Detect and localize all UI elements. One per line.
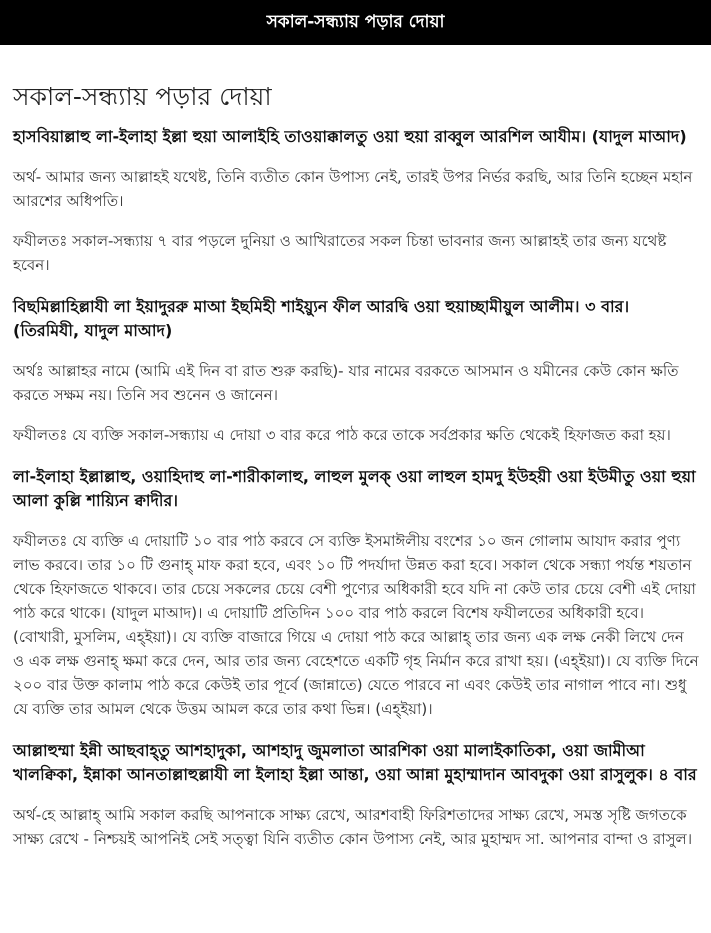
- top-bar: [0, 0, 711, 45]
- dua-heading: বিছমিল্লাহিল্লাযী লা ইয়াদুররু মাআ ইছমিহী শাইয়্যুন ফীল আরদ্বি ওয়া হুয়াচ্ছামীয়ুল আলীম। ৩ বার। (তিরমিযী, যাদুল মাআদ): [13, 297, 630, 340]
- virtue-paragraph: ফযীলতঃ যে ব্যক্তি এ দোয়াটি ১০ বার পাঠ করবে সে ব্যক্তি ইসমাঈলীয় বংশের ১০ জন গোলাম আযাদ করার পুণ্য লাভ করবে। তার ১০ টি গুনাহ্ মাফ করা হবে, এবং ১০ টি পদর্যাদা উন্নত করা হবে। সকাল থেকে সন্ধ্যা পর্যন্ত শয়তান থেকে হিফাজতে থাকবে। তার চেয়ে সকলের চেয়ে বেশী পুণ্যের অধিকারী হবে যদি না কেউ তার চেয়ে বেশী এই দোয়া পাঠ করে থাকে। (যাদুল মাআদ)। এ দোয়াটি প্রতিদিন ১০০ বার পাঠ করলে বিশেষ ফযীলতের অধিকারী হবে। (বোখারী, মুসলিম, এহ্ইয়া)। যে ব্যক্তি বাজারে গিয়ে এ দোয়া পাঠ করে আল্লাহ্ তার জন্য এক লক্ষ নেকী লিখে দেন ও এক লক্ষ গুনাহ্ ক্ষমা করে দেন, আর তার জন্য বেহেশতে একটি গৃহ নির্মান করে রাখা হয়। (এহ্ইয়া)। যে ব্যক্তি দিনে ২০০ বার উক্ত কালাম পাঠ করে কেউই তার পূর্বে (জান্নাতে) যেতে পারবে না এবং কেউই তার নাগাল পাবে না। শুধু যে ব্যক্তি তার আমল থেকে উত্তম আমল করে তার কথা ভিন্ন। (এহ্ইয়া)।: [13, 532, 699, 718]
- dua-section-4: [13, 739, 699, 851]
- article-content: [0, 79, 711, 851]
- top-bar-title: সকাল-সন্ধ্যায় পড়ার দোয়া: [266, 12, 445, 32]
- dua-section-3: [13, 465, 699, 721]
- page-title: সকাল-সন্ধ্যায় পড়ার দোয়া: [13, 82, 272, 111]
- virtue-paragraph: ফযীলতঃ যে ব্যক্তি সকাল-সন্ধ্যায় এ দোয়া ৩ বার করে পাঠ করে তাকে সর্বপ্রকার ক্ষতি থেকেই হিফাজত করা হয়।: [13, 426, 671, 444]
- meaning-paragraph: অর্থ- আমার জন্য আল্লাহই যথেষ্ট, তিনি ব্যতীত কোন উপাস্য নেই, তারই উপর নির্ভর করছি, আর তিনি হচ্ছেন মহান আরশের অধিপতি।: [13, 168, 693, 210]
- virtue-paragraph: ফযীলতঃ সকাল-সন্ধ্যায় ৭ বার পড়লে দুনিয়া ও আখিরাতের সকল চিন্তা ভাবনার জন্য আল্লাহই তার জন্য যথেষ্ট হবেন।: [13, 232, 667, 274]
- meaning-paragraph: অর্থ-হে আল্লাহ্ আমি সকাল করছি আপনাকে সাক্ষ্য রেখে, আরশবাহী ফিরিশতাদের সাক্ষ্য রেখে, সমস্ত সৃষ্টি জগতকে সাক্ষ্য রেখে - নিশ্চয়ই আপনিই সেই সত্ত্বা যিনি ব্যতীত কোন উপাস্য নেই, আর মুহাম্মদ সা. আপনার বান্দা ও রাসুল।: [13, 806, 693, 848]
- dua-heading: আল্লাহুম্মা ইন্নী আছবাহ্তু আশহাদুকা, আশহাদু জুমলাতা আরশিকা ওয়া মালাইকাতিকা, ওয়া জামীআ খালক্বিকা, ইন্নাকা আনতাল্লাহুল্লাযী লা ইলাহা ইল্লা আন্তা, ওয়া আন্না মুহাম্মাদান আবদুকা ওয়া রাসুলুক। ৪ বার: [13, 741, 697, 784]
- meaning-paragraph: অর্থঃ আল্লাহর নামে (আমি এই দিন বা রাত শুরু করছি)- যার নামের বরকতে আসমান ও যমীনের কেউ কোন ক্ষতি করতে সক্ষম নয়। তিনি সব শুনেন ও জানেন।: [13, 362, 679, 404]
- dua-heading: লা-ইলাহা ইল্লাল্লাহু, ওয়াহিদাহু লা-শারীকালাহু, লাহুল মুলক্ ওয়া লাহুল হামদু ইউহয়ী ওয়া ইউমীতু ওয়া হুয়া আলা কুল্লি শায়্যিন ক্বাদীর।: [13, 467, 696, 510]
- dua-section-2: [13, 295, 699, 447]
- dua-section-1: [13, 125, 699, 277]
- dua-heading: হাসবিয়াল্লাহু লা-ইলাহা ইল্লা হুয়া আলাইহি তাওয়াক্কালতু ওয়া হুয়া রাব্বুল আরশিল আযীম। (যাদুল মাআদ): [13, 127, 687, 146]
